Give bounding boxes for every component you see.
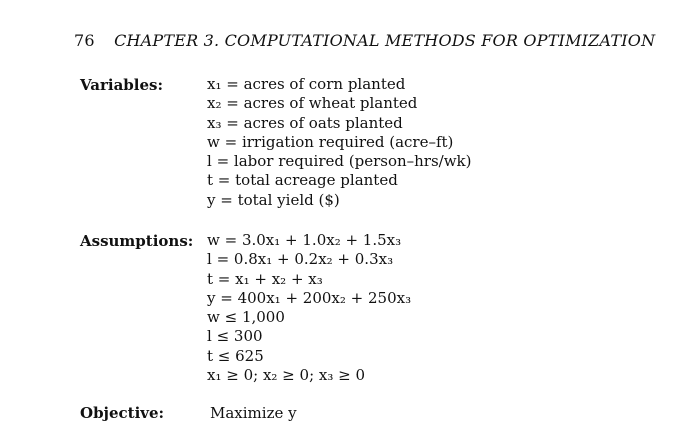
objective-text: Maximize y (210, 404, 297, 422)
assumption-line-y: y = 400x₁ + 200x₂ + 250x₃ (207, 288, 412, 307)
constraint-line-l: l ≤ 300 (207, 327, 263, 346)
constraint-line-nonnegativity: x₁ ≥ 0; x₂ ≥ 0; x₃ ≥ 0 (207, 366, 366, 385)
variable-line-y: y = total yield ($) (207, 190, 340, 209)
page-number: 76 (74, 31, 95, 50)
variable-line-w: w = irrigation required (acre–ft) (207, 132, 454, 151)
assumption-line-w: w = 3.0x₁ + 1.0x₂ + 1.5x₃ (207, 231, 402, 249)
constraint-line-t: t ≤ 625 (207, 346, 264, 365)
assumptions-list (207, 231, 411, 385)
objective-label: Objective: (80, 404, 165, 422)
constraint-line-w: w ≤ 1,000 (207, 308, 285, 327)
assumptions-label: Assumptions: (80, 232, 194, 250)
variable-line-t: t = total acreage planted (207, 171, 398, 190)
assumption-line-t: t = x₁ + x₂ + x₃ (207, 269, 323, 288)
variable-line-x3: x₃ = acres of oats planted (207, 113, 403, 132)
variables-list (207, 75, 472, 210)
variable-line-x2: x₂ = acres of wheat planted (207, 94, 418, 113)
chapter-title: CHAPTER 3. COMPUTATIONAL METHODS FOR OPTIMIZATION (114, 31, 656, 50)
page-header (74, 31, 655, 50)
variables-label: Variables: (80, 76, 164, 94)
assumption-line-l: l = 0.8x₁ + 0.2x₂ + 0.3x₃ (207, 250, 394, 269)
variable-line-l: l = labor required (person–hrs/wk) (207, 152, 472, 171)
variable-line-x1: x₁ = acres of corn planted (207, 75, 406, 93)
